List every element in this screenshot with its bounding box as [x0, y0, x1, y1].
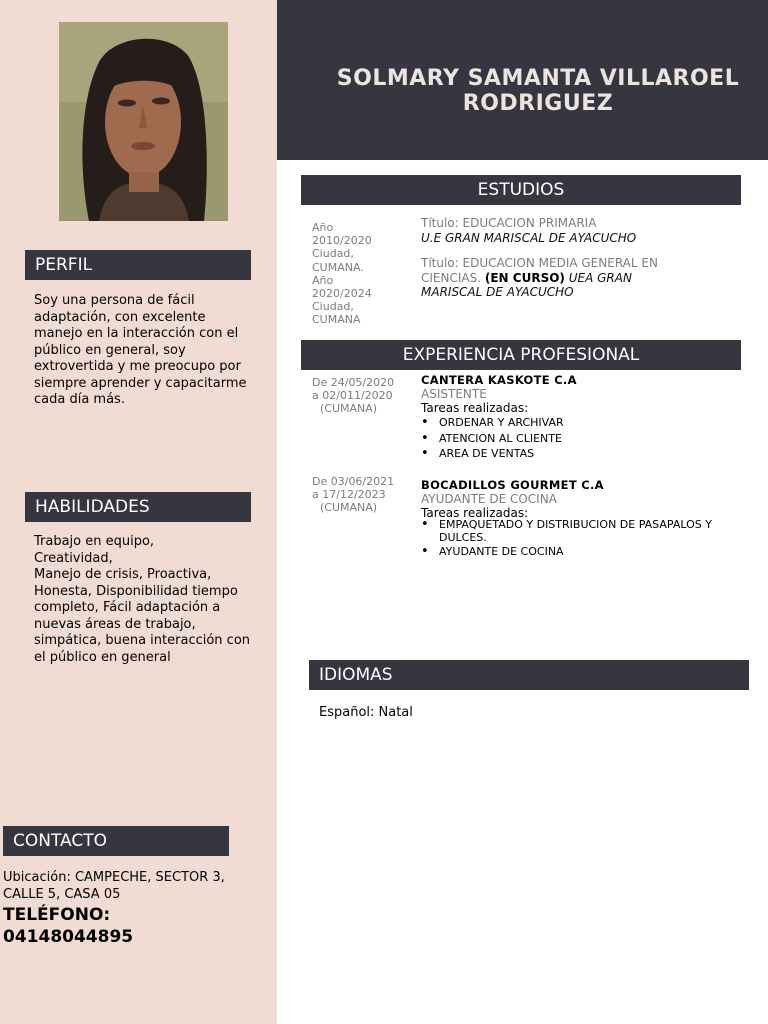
- job-1-dates: De 24/05/2020 a 02/011/2020 (CUMANA): [312, 376, 395, 416]
- estudios-heading: ESTUDIOS: [301, 175, 741, 205]
- ubicacion-text: Ubicación: CAMPECHE, SECTOR 3, CALLE 5, CASA 05: [3, 870, 225, 902]
- list-item: • ATENCION AL CLIENTE: [421, 431, 741, 447]
- estudio-2: Título: EDUCACION MEDIA GENERAL EN CIENCIAS. (EN CURSO) UEA GRAN MARISCAL DE AYACUCHO: [421, 256, 658, 299]
- idiomas-heading: IDIOMAS: [309, 660, 749, 690]
- telefono: TELÉFONO: 04148044895: [3, 905, 134, 947]
- estudio-1: Título: EDUCACION PRIMARIA U.E GRAN MARISCAL DE AYACUCHO: [421, 216, 637, 245]
- experiencia-heading: EXPERIENCIA PROFESIONAL: [301, 340, 741, 370]
- perfil-heading: PERFIL: [25, 250, 251, 280]
- habilidades-text: Trabajo en equipo, Creatividad, Manejo de crisis, Proactiva, Honesta, Disponibilidad tiempo completo, Fácil adaptación a nuevas áreas de trabajo, simpática, buena interacción con el público en general: [34, 534, 251, 665]
- job-1-tasks: [421, 415, 741, 462]
- job-2-tasks: [421, 518, 731, 558]
- candidate-name: SOLMARY SAMANTA VILLAROEL RODRIGUEZ: [336, 66, 740, 116]
- idiomas-text: Español: Natal: [319, 705, 413, 720]
- list-item: • AYUDANTE DE COCINA: [421, 545, 731, 558]
- profile-photo: [59, 22, 228, 221]
- job-1: CANTERA KASKOTE C.A ASISTENTE Tareas realizadas:: [421, 373, 577, 415]
- job-2-dates: De 03/06/2021 a 17/12/2023 (CUMANA): [312, 475, 395, 515]
- habilidades-heading: HABILIDADES: [25, 492, 251, 522]
- list-item: • ORDENAR Y ARCHIVAR: [421, 415, 741, 431]
- perfil-text: Soy una persona de fácil adaptación, con excelente manejo en la interacción con el público en general, soy extrovertida y me preocupo por siempre aprender y capacitarme cada día más.: [34, 293, 247, 407]
- estudios-dates: Año 2010/2020 Ciudad, CUMANA. Año 2020/2024 Ciudad, CUMANA: [312, 221, 372, 327]
- list-item: • AREA DE VENTAS: [421, 446, 741, 462]
- job-2: BOCADILLOS GOURMET C.A AYUDANTE DE COCINA Tareas realizadas:: [421, 478, 604, 520]
- contacto-heading: CONTACTO: [3, 826, 229, 856]
- list-item: • EMPAQUETADO Y DISTRIBUCION DE PASAPALOS Y DULCES.: [421, 518, 731, 544]
